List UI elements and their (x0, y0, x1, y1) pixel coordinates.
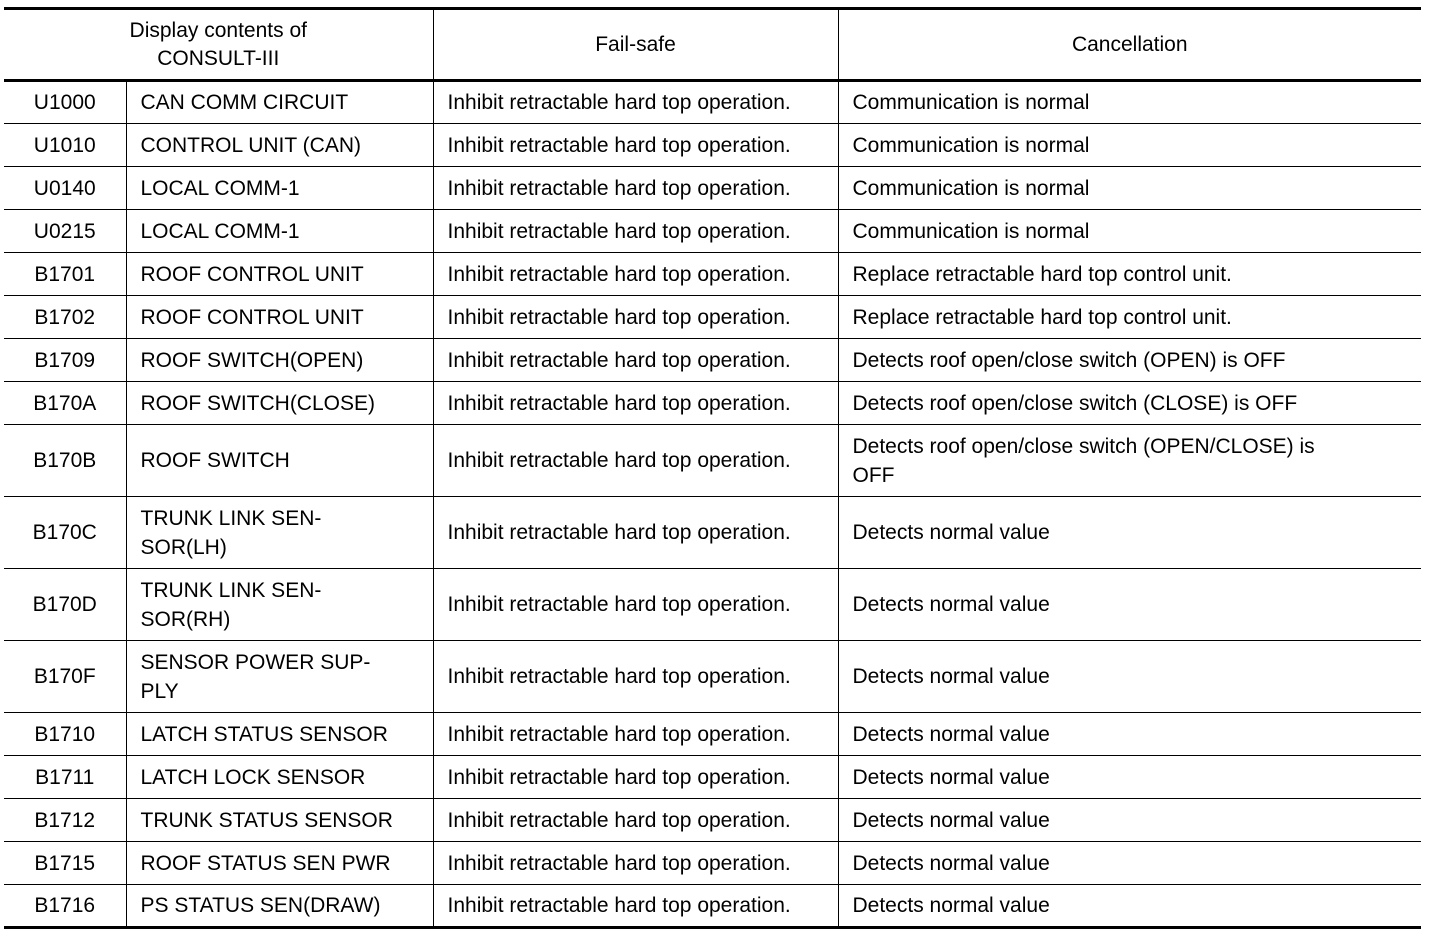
dtc-code: B170D (4, 569, 126, 641)
cancellation-text: Detects normal value (838, 497, 1421, 569)
consult-item: CONTROL UNIT (CAN) (126, 124, 433, 167)
table-row (4, 842, 1421, 885)
table-row (4, 425, 1421, 497)
dtc-code: B1702 (4, 296, 126, 339)
fail-safe-text: Inhibit retractable hard top operation. (433, 569, 838, 641)
fail-safe-text: Inhibit retractable hard top operation. (433, 339, 838, 382)
consult-item: PS STATUS SEN(DRAW) (126, 885, 433, 928)
table-row (4, 756, 1421, 799)
dtc-code: U1010 (4, 124, 126, 167)
cancellation-text: Detects normal value (838, 713, 1421, 756)
consult-item: TRUNK STATUS SENSOR (126, 799, 433, 842)
dtc-code: U0215 (4, 210, 126, 253)
dtc-code: B1712 (4, 799, 126, 842)
consult-item: LOCAL COMM-1 (126, 210, 433, 253)
header-display-contents (4, 9, 433, 81)
table-row (4, 296, 1421, 339)
cancellation-text: Detects roof open/close switch (OPEN/CLOSE) is OFF (838, 425, 1421, 497)
consult-item: LATCH STATUS SENSOR (126, 713, 433, 756)
table-header (4, 9, 1421, 81)
table-row (4, 497, 1421, 569)
table-row (4, 339, 1421, 382)
consult-item: ROOF CONTROL UNIT (126, 253, 433, 296)
table-row (4, 81, 1421, 124)
cancellation-text: Communication is normal (838, 167, 1421, 210)
cancellation-text: Detects normal value (838, 885, 1421, 928)
consult-item: ROOF SWITCH (126, 425, 433, 497)
consult-item: LATCH LOCK SENSOR (126, 756, 433, 799)
fail-safe-text: Inhibit retractable hard top operation. (433, 425, 838, 497)
fail-safe-text: Inhibit retractable hard top operation. (433, 81, 838, 124)
fail-safe-text: Inhibit retractable hard top operation. (433, 885, 838, 928)
table-row (4, 124, 1421, 167)
consult-item: ROOF SWITCH(OPEN) (126, 339, 433, 382)
consult-item: CAN COMM CIRCUIT (126, 81, 433, 124)
dtc-code: B1715 (4, 842, 126, 885)
table-row (4, 569, 1421, 641)
cancellation-text: Communication is normal (838, 210, 1421, 253)
dtc-code: B1716 (4, 885, 126, 928)
fail-safe-text: Inhibit retractable hard top operation. (433, 382, 838, 425)
cancellation-text: Detects normal value (838, 641, 1421, 713)
fail-safe-text: Inhibit retractable hard top operation. (433, 713, 838, 756)
table-row (4, 382, 1421, 425)
dtc-code: B1701 (4, 253, 126, 296)
fail-safe-text: Inhibit retractable hard top operation. (433, 167, 838, 210)
fail-safe-text: Inhibit retractable hard top operation. (433, 253, 838, 296)
cancellation-text: Detects normal value (838, 756, 1421, 799)
dtc-code: B1709 (4, 339, 126, 382)
table-row (4, 210, 1421, 253)
dtc-code: B170C (4, 497, 126, 569)
dtc-code: B1711 (4, 756, 126, 799)
header-cancellation: Cancellation (838, 9, 1421, 81)
cancellation-text: Detects normal value (838, 799, 1421, 842)
consult-item: ROOF CONTROL UNIT (126, 296, 433, 339)
dtc-code: B170F (4, 641, 126, 713)
table-row (4, 167, 1421, 210)
table-row (4, 641, 1421, 713)
fail-safe-text: Inhibit retractable hard top operation. (433, 756, 838, 799)
dtc-code: U1000 (4, 81, 126, 124)
cancellation-text: Detects normal value (838, 569, 1421, 641)
fail-safe-text: Inhibit retractable hard top operation. (433, 296, 838, 339)
table-body (4, 81, 1421, 928)
dtc-code: B170A (4, 382, 126, 425)
header-display-contents-line2: CONSULT-III (157, 46, 280, 70)
table-row (4, 885, 1421, 928)
consult-item: TRUNK LINK SEN- SOR(RH) (126, 569, 433, 641)
header-row (4, 9, 1421, 81)
cancellation-text: Communication is normal (838, 124, 1421, 167)
fail-safe-table (4, 7, 1421, 929)
fail-safe-text: Inhibit retractable hard top operation. (433, 124, 838, 167)
fail-safe-text: Inhibit retractable hard top operation. (433, 210, 838, 253)
cancellation-text: Communication is normal (838, 81, 1421, 124)
consult-item: SENSOR POWER SUP- PLY (126, 641, 433, 713)
cancellation-text: Replace retractable hard top control unit. (838, 296, 1421, 339)
table-row (4, 253, 1421, 296)
cancellation-text: Replace retractable hard top control unit. (838, 253, 1421, 296)
consult-item: TRUNK LINK SEN- SOR(LH) (126, 497, 433, 569)
dtc-code: U0140 (4, 167, 126, 210)
consult-item: ROOF SWITCH(CLOSE) (126, 382, 433, 425)
header-fail-safe: Fail-safe (433, 9, 838, 81)
table-row (4, 713, 1421, 756)
consult-item: LOCAL COMM-1 (126, 167, 433, 210)
cancellation-text: Detects roof open/close switch (CLOSE) is OFF (838, 382, 1421, 425)
consult-item: ROOF STATUS SEN PWR (126, 842, 433, 885)
cancellation-text: Detects roof open/close switch (OPEN) is OFF (838, 339, 1421, 382)
dtc-code: B170B (4, 425, 126, 497)
fail-safe-text: Inhibit retractable hard top operation. (433, 842, 838, 885)
table-row (4, 799, 1421, 842)
fail-safe-text: Inhibit retractable hard top operation. (433, 497, 838, 569)
dtc-code: B1710 (4, 713, 126, 756)
header-display-contents-line1: Display contents of (129, 18, 307, 42)
fail-safe-text: Inhibit retractable hard top operation. (433, 641, 838, 713)
fail-safe-text: Inhibit retractable hard top operation. (433, 799, 838, 842)
cancellation-text: Detects normal value (838, 842, 1421, 885)
